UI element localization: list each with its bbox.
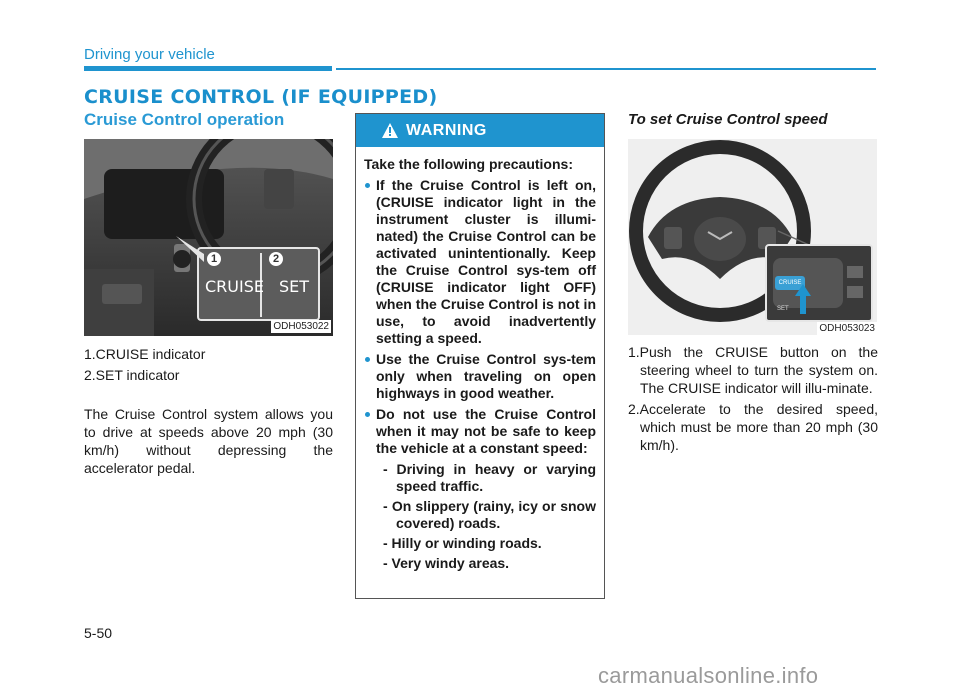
inset-cruise-button: CRUISE — [775, 276, 805, 290]
callout-set-label: SET — [279, 277, 310, 296]
warning-bullet-2: Use the Cruise Control sys-tem only when traveling on open highways in good weather. — [364, 351, 596, 402]
section-subtitle: Cruise Control operation — [84, 110, 285, 129]
warning-header — [356, 114, 604, 147]
set-speed-heading: To set Cruise Control speed — [628, 111, 828, 128]
warning-bullet-1: If the Cruise Control is left on, (CRUISE indicator light in the instrument cluster is illumi-nated) the Cruise Control can be activated unintentionally. Keep the Cruise Control sys-tem off (CRUISE indicator light OFF) when the Cruise Control is not in use, to avoid inadvertently setting a speed. — [364, 177, 596, 347]
image-code-left: ODH053022 — [273, 321, 329, 332]
callout-number-1: 1 — [207, 252, 221, 266]
section-label: Driving your vehicle — [84, 46, 215, 63]
callout-number-2: 2 — [269, 252, 283, 266]
warning-icon — [382, 123, 398, 138]
controls-inset — [765, 244, 873, 322]
indicator-list — [84, 345, 333, 384]
image-code-right: ODH053023 — [819, 323, 875, 334]
steering-wheel-photo — [628, 139, 877, 335]
callout-cruise-label: CRUISE — [205, 277, 264, 296]
header-rule-thick — [84, 66, 332, 71]
page-number: 5-50 — [84, 625, 113, 641]
page-title: CRUISE CONTROL (IF EQUIPPED) — [84, 86, 438, 108]
inset-set-label: SET — [777, 306, 789, 312]
warning-sub-3: - Hilly or winding roads. — [383, 535, 542, 551]
intro-paragraph: The Cruise Control system allows you to drive at speeds above 20 mph (30 km/h) without depressing the accelerator pedal. — [84, 406, 333, 476]
step-2: 2.Accelerate to the desired speed, which must be more than 20 mph (30 km/h). — [628, 401, 878, 453]
step-1: 1.Push the CRUISE button on the steering wheel to turn the system on. The CRUISE indicator will illu-minate. — [628, 344, 878, 396]
warning-box — [355, 113, 605, 599]
warning-intro: Take the following precautions: — [364, 156, 573, 172]
dashboard-photo — [84, 139, 333, 336]
indicator-item-2: 2.SET indicator — [84, 367, 180, 383]
push-arrow-icon — [795, 284, 811, 314]
warning-sub-4: - Very windy areas. — [383, 555, 510, 571]
set-speed-steps — [628, 343, 878, 457]
warning-sub-2: - On slippery (rainy, icy or snow covered) roads. — [383, 498, 596, 531]
warning-title: WARNING — [406, 121, 487, 139]
watermark: carmanualsonline.info — [598, 663, 819, 688]
warning-sub-1: - Driving in heavy or varying speed traffic. — [383, 461, 596, 494]
warning-bullet-3: Do not use the Cruise Control when it may not be safe to keep the vehicle at a constant speed: — [364, 406, 596, 457]
callout-panel — [197, 247, 320, 321]
header-rule-thin — [336, 68, 876, 70]
indicator-item-1: 1.CRUISE indicator — [84, 346, 206, 362]
